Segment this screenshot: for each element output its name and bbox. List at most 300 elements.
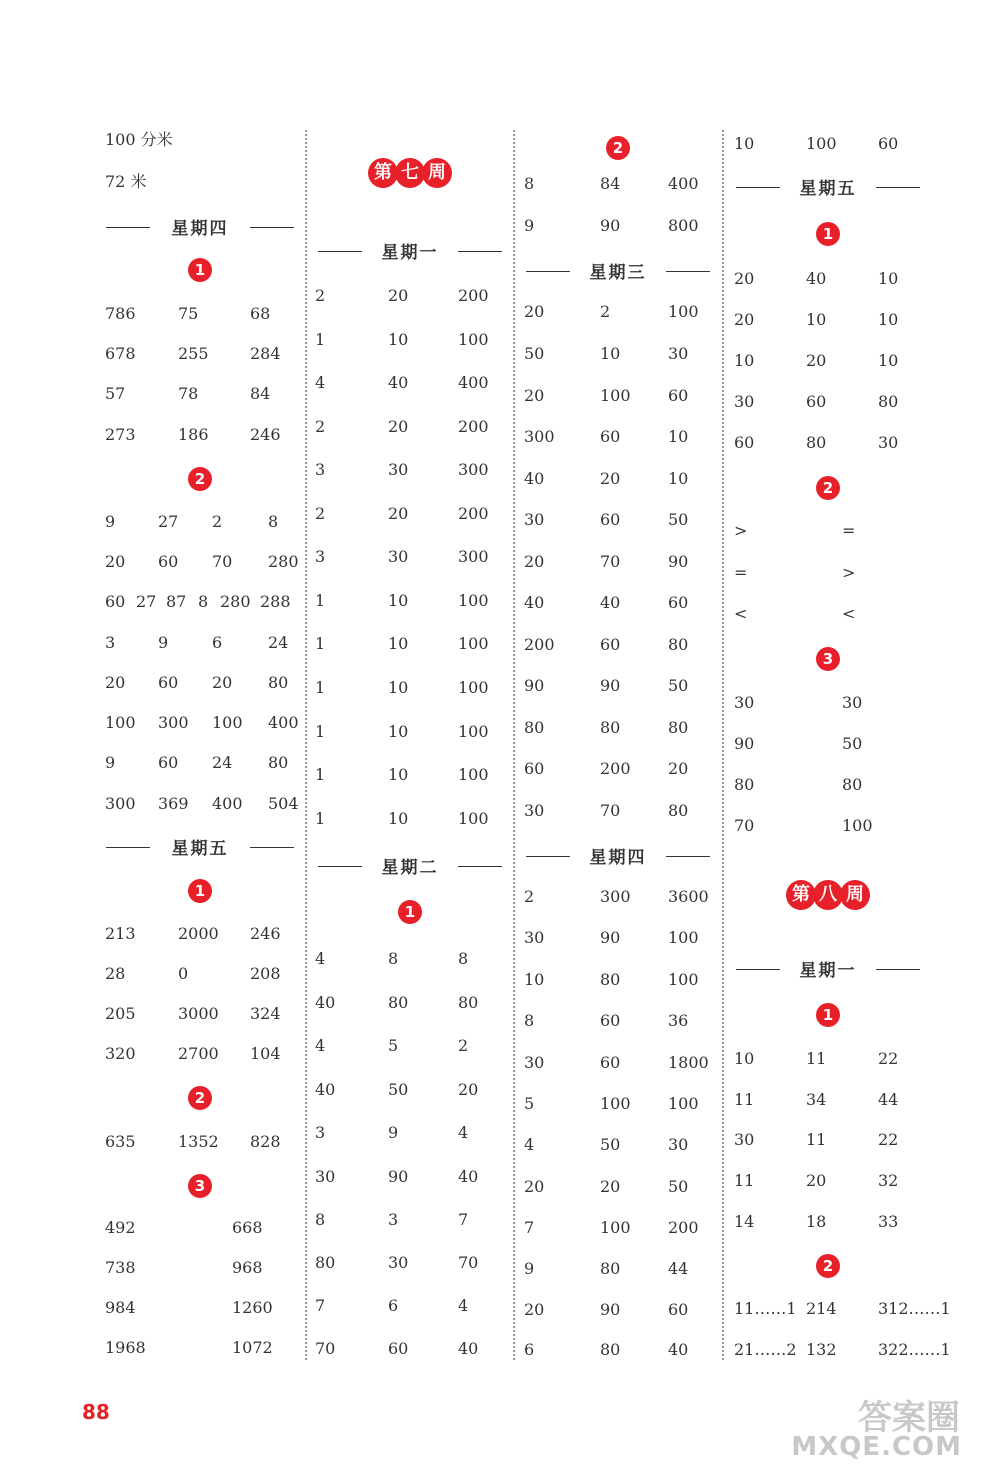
answer-value: 6 bbox=[212, 633, 223, 652]
answer-value: 60 bbox=[734, 433, 755, 452]
answer-value: 8 bbox=[198, 592, 209, 611]
week-title-char: 周 bbox=[840, 880, 870, 910]
answer-row bbox=[730, 773, 926, 797]
answer-row bbox=[520, 1216, 716, 1240]
answer-value: 10 bbox=[878, 269, 899, 288]
answer-value: 40 bbox=[458, 1339, 479, 1358]
answer-value: 70 bbox=[315, 1339, 336, 1358]
answer-value: 2 bbox=[524, 887, 535, 906]
answer-value: 70 bbox=[600, 801, 621, 820]
answer-row bbox=[730, 1297, 951, 1321]
answer-row bbox=[100, 1002, 300, 1026]
answer-value: 8 bbox=[458, 949, 469, 968]
answer-value: 21……2 bbox=[734, 1340, 797, 1359]
answer-value: 90 bbox=[600, 1300, 621, 1319]
week-title-char: 第 bbox=[368, 158, 398, 188]
answer-value: 324 bbox=[250, 1004, 281, 1023]
answer-row bbox=[730, 132, 926, 156]
answer-value: 9 bbox=[105, 512, 116, 531]
answer-row bbox=[312, 1165, 508, 1189]
answer-row bbox=[312, 763, 508, 787]
answer-row bbox=[520, 674, 716, 698]
answer-value: 28 bbox=[105, 964, 126, 983]
week-title-char: 七 bbox=[395, 158, 425, 188]
answer-value: 968 bbox=[232, 1258, 263, 1277]
answer-row bbox=[520, 214, 716, 238]
answer-value: 60 bbox=[158, 753, 179, 772]
answer-value: 100 bbox=[458, 591, 489, 610]
answer-row bbox=[100, 631, 300, 655]
answer-value: 80 bbox=[458, 993, 479, 1012]
answer-value: 10 bbox=[388, 678, 409, 697]
answer-value: 80 bbox=[600, 1259, 621, 1278]
answer-value: 57 bbox=[105, 384, 126, 403]
answer-value: 30 bbox=[734, 392, 755, 411]
answer-row bbox=[520, 757, 716, 781]
answer-value: 80 bbox=[600, 718, 621, 737]
answer-value: 68 bbox=[250, 304, 271, 323]
column-divider bbox=[722, 130, 724, 1360]
answer-row bbox=[100, 342, 300, 366]
answer-value: 11 bbox=[734, 1090, 755, 1109]
answer-value: 132 bbox=[806, 1340, 837, 1359]
answer-row bbox=[730, 519, 926, 543]
answer-value: 7 bbox=[524, 1218, 535, 1237]
week-title-char: 第 bbox=[786, 880, 816, 910]
answer-value: 8 bbox=[524, 1011, 535, 1030]
exercise-number-badge: 3 bbox=[816, 647, 840, 671]
answer-value: 30 bbox=[388, 1253, 409, 1272]
answer-value: 10 bbox=[524, 970, 545, 989]
answer-value: 9 bbox=[158, 633, 169, 652]
answer-value: 60 bbox=[388, 1339, 409, 1358]
answer-row bbox=[100, 302, 300, 326]
answer-value: 84 bbox=[250, 384, 271, 403]
answer-value: 200 bbox=[668, 1218, 699, 1237]
answer-value: 30 bbox=[668, 344, 689, 363]
answer-value: 80 bbox=[668, 718, 689, 737]
answer-value: 208 bbox=[250, 964, 281, 983]
answer-value: 80 bbox=[600, 970, 621, 989]
answer-value: 1260 bbox=[232, 1298, 273, 1317]
day-heading: 星期一 bbox=[312, 238, 508, 264]
answer-value: 205 bbox=[105, 1004, 136, 1023]
answer-value: 27 bbox=[158, 512, 179, 531]
exercise-number-badge: 2 bbox=[188, 467, 212, 491]
answer-row bbox=[100, 1296, 300, 1320]
answer-value: 20 bbox=[600, 1177, 621, 1196]
answer-value: 1800 bbox=[668, 1053, 709, 1072]
answer-value: 200 bbox=[458, 504, 489, 523]
answer-value: 8 bbox=[524, 174, 535, 193]
answer-value: 20 bbox=[524, 1300, 545, 1319]
answer-value: 312……1 bbox=[878, 1299, 951, 1318]
answer-row bbox=[312, 947, 508, 971]
exercise-number-badge: 1 bbox=[816, 1003, 840, 1027]
answer-row bbox=[520, 300, 716, 324]
answer-value: 8 bbox=[315, 1210, 326, 1229]
answer-row bbox=[520, 716, 716, 740]
week-title-badge bbox=[368, 158, 449, 188]
answer-value: 24 bbox=[212, 753, 233, 772]
answer-value: 100 bbox=[668, 302, 699, 321]
answer-row bbox=[100, 1336, 300, 1360]
answer-value: 20 bbox=[388, 417, 409, 436]
answer-value: 10 bbox=[388, 330, 409, 349]
answer-value: 1 bbox=[315, 591, 326, 610]
answer-value: 668 bbox=[232, 1218, 263, 1237]
page-number: 88 bbox=[82, 1400, 110, 1424]
answer-row bbox=[100, 711, 300, 735]
answer-value: 300 bbox=[458, 460, 489, 479]
answer-value: 369 bbox=[158, 794, 189, 813]
answer-row bbox=[312, 328, 508, 352]
answer-value: 786 bbox=[105, 304, 136, 323]
answer-value: 7 bbox=[458, 1210, 469, 1229]
answer-value: 40 bbox=[600, 593, 621, 612]
answer-value: 11 bbox=[734, 1171, 755, 1190]
answer-row bbox=[520, 591, 716, 615]
answer-value: 4 bbox=[315, 1036, 326, 1055]
answer-value: 5 bbox=[524, 1094, 535, 1113]
answer-row bbox=[100, 962, 300, 986]
answer-row bbox=[100, 382, 300, 406]
answer-value: 72 米 bbox=[105, 172, 147, 191]
answer-value: 44 bbox=[878, 1090, 899, 1109]
answer-row bbox=[730, 561, 926, 585]
answer-value: 213 bbox=[105, 924, 136, 943]
answer-value: 50 bbox=[388, 1080, 409, 1099]
answer-value: 100 bbox=[806, 134, 837, 153]
answer-value: 2 bbox=[315, 417, 326, 436]
day-heading: 星期五 bbox=[730, 174, 926, 200]
answer-row bbox=[312, 676, 508, 700]
answer-value: 10 bbox=[388, 722, 409, 741]
answer-row bbox=[520, 1092, 716, 1116]
answer-row bbox=[520, 926, 716, 950]
answer-row bbox=[520, 1175, 716, 1199]
answer-row bbox=[520, 968, 716, 992]
answer-value: 11……1 bbox=[734, 1299, 797, 1318]
answer-value: 80 bbox=[806, 433, 827, 452]
answer-value: 9 bbox=[388, 1123, 399, 1142]
answer-value: 14 bbox=[734, 1212, 755, 1231]
answer-value: 40 bbox=[806, 269, 827, 288]
answer-value: 246 bbox=[250, 924, 281, 943]
answer-value: 100 bbox=[458, 722, 489, 741]
answer-value: 40 bbox=[524, 593, 545, 612]
answer-value: 60 bbox=[668, 1300, 689, 1319]
answer-value: 90 bbox=[600, 216, 621, 235]
answer-row bbox=[100, 1042, 300, 1066]
answer-row bbox=[100, 1216, 300, 1240]
answer-row bbox=[520, 885, 716, 909]
answer-value: 100 分米 bbox=[105, 130, 173, 149]
answer-value: 20 bbox=[105, 673, 126, 692]
answer-value: 4 bbox=[524, 1135, 535, 1154]
answer-row bbox=[100, 510, 300, 534]
answer-value: 3000 bbox=[178, 1004, 219, 1023]
answer-value: 400 bbox=[668, 174, 699, 193]
exercise-number-badge: 2 bbox=[816, 476, 840, 500]
answer-value: 3 bbox=[388, 1210, 399, 1229]
answer-value: 10 bbox=[878, 310, 899, 329]
answer-value: < bbox=[734, 604, 748, 623]
answer-value: 60 bbox=[158, 552, 179, 571]
answer-row bbox=[312, 1208, 508, 1232]
answer-row bbox=[520, 1009, 716, 1033]
answer-value: 70 bbox=[600, 552, 621, 571]
answer-value: 678 bbox=[105, 344, 136, 363]
answer-row bbox=[312, 284, 508, 308]
answer-value: 1968 bbox=[105, 1338, 146, 1357]
answer-value: 214 bbox=[806, 1299, 837, 1318]
column-divider bbox=[305, 130, 307, 1360]
answer-value: 9 bbox=[105, 753, 116, 772]
answer-row bbox=[312, 991, 508, 1015]
answer-value: 10 bbox=[668, 427, 689, 446]
answer-value: 30 bbox=[734, 1130, 755, 1149]
answer-row bbox=[730, 732, 926, 756]
answer-value: 60 bbox=[600, 1011, 621, 1030]
answer-value: 20 bbox=[806, 1171, 827, 1190]
answer-value: 400 bbox=[212, 794, 243, 813]
watermark-logo: 答案圈 bbox=[858, 1398, 960, 1438]
answer-value: 27 bbox=[136, 592, 157, 611]
answer-value: > bbox=[842, 563, 856, 582]
answer-row bbox=[730, 814, 926, 838]
answer-value: 800 bbox=[668, 216, 699, 235]
answer-value: 273 bbox=[105, 425, 136, 444]
answer-value: 30 bbox=[388, 547, 409, 566]
answer-row bbox=[730, 691, 926, 715]
answer-row bbox=[312, 1078, 508, 1102]
answer-value: 20 bbox=[105, 552, 126, 571]
answer-value: 60 bbox=[600, 427, 621, 446]
answer-value: 2 bbox=[458, 1036, 469, 1055]
answer-value: 30 bbox=[524, 801, 545, 820]
answer-value: 828 bbox=[250, 1132, 281, 1151]
exercise-number-badge: 2 bbox=[816, 1254, 840, 1278]
answer-value: 8 bbox=[388, 949, 399, 968]
answer-value: 30 bbox=[315, 1167, 336, 1186]
answer-value: 300 bbox=[458, 547, 489, 566]
answer-value: 70 bbox=[734, 816, 755, 835]
answer-value: 18 bbox=[806, 1212, 827, 1231]
answer-value: 32 bbox=[878, 1171, 899, 1190]
answer-row bbox=[312, 720, 508, 744]
answer-value: 288 bbox=[260, 592, 291, 611]
answer-value: 80 bbox=[268, 673, 289, 692]
answer-value: 10 bbox=[878, 351, 899, 370]
answer-row bbox=[730, 308, 926, 332]
week-title-char: 八 bbox=[813, 880, 843, 910]
answer-row bbox=[520, 633, 716, 657]
answer-value: 80 bbox=[668, 635, 689, 654]
answer-row bbox=[520, 425, 716, 449]
answer-row bbox=[100, 922, 300, 946]
answer-value: 80 bbox=[600, 1340, 621, 1359]
answer-value: 400 bbox=[268, 713, 299, 732]
answer-value: 60 bbox=[158, 673, 179, 692]
answer-value: 6 bbox=[388, 1296, 399, 1315]
answer-value: 3600 bbox=[668, 887, 709, 906]
day-heading: 星期四 bbox=[100, 214, 300, 240]
answer-value: 3 bbox=[315, 1123, 326, 1142]
answer-value: 80 bbox=[668, 801, 689, 820]
answer-row bbox=[730, 267, 926, 291]
answer-value: 10 bbox=[600, 344, 621, 363]
answer-row bbox=[100, 1130, 300, 1154]
answer-value: 738 bbox=[105, 1258, 136, 1277]
answer-value: 200 bbox=[600, 759, 631, 778]
answer-value: 90 bbox=[668, 552, 689, 571]
exercise-number-badge: 2 bbox=[606, 136, 630, 160]
answer-value: 20 bbox=[212, 673, 233, 692]
answer-row bbox=[520, 1298, 716, 1322]
answer-value: 246 bbox=[250, 425, 281, 444]
answer-value: 60 bbox=[806, 392, 827, 411]
answer-value: 1 bbox=[315, 722, 326, 741]
answer-value: 60 bbox=[600, 510, 621, 529]
answer-row bbox=[520, 172, 716, 196]
answer-row bbox=[520, 467, 716, 491]
answer-value: 2 bbox=[315, 504, 326, 523]
answer-value: 100 bbox=[105, 713, 136, 732]
answer-value: 30 bbox=[388, 460, 409, 479]
answer-value: 7 bbox=[315, 1296, 326, 1315]
exercise-number-badge: 1 bbox=[816, 222, 840, 246]
answer-value: 255 bbox=[178, 344, 209, 363]
answer-row bbox=[520, 1338, 716, 1362]
answer-value: 50 bbox=[668, 676, 689, 695]
answer-value: 20 bbox=[524, 302, 545, 321]
answer-value: 2 bbox=[212, 512, 223, 531]
answer-value: 30 bbox=[524, 1053, 545, 1072]
answer-value: 1 bbox=[315, 330, 326, 349]
answer-value: 20 bbox=[524, 1177, 545, 1196]
answer-value: < bbox=[842, 604, 856, 623]
answer-value: 3 bbox=[315, 547, 326, 566]
answer-value: 40 bbox=[315, 1080, 336, 1099]
answer-value: 40 bbox=[315, 993, 336, 1012]
answer-value: 280 bbox=[268, 552, 299, 571]
answer-value: 30 bbox=[878, 433, 899, 452]
answer-value: 100 bbox=[458, 809, 489, 828]
answer-value: 2700 bbox=[178, 1044, 219, 1063]
answer-value: 80 bbox=[524, 718, 545, 737]
answer-value: 10 bbox=[388, 591, 409, 610]
answer-row bbox=[520, 1257, 716, 1281]
answer-row bbox=[312, 589, 508, 613]
answer-value: 1352 bbox=[178, 1132, 219, 1151]
day-heading: 星期五 bbox=[100, 834, 300, 860]
answer-value: 280 bbox=[220, 592, 251, 611]
answer-value: 1 bbox=[315, 634, 326, 653]
exercise-number-badge: 1 bbox=[398, 900, 422, 924]
answer-value: 100 bbox=[668, 928, 699, 947]
exercise-number-badge: 3 bbox=[188, 1174, 212, 1198]
answer-value: 2 bbox=[600, 302, 611, 321]
answer-text bbox=[100, 128, 300, 152]
answer-value: 492 bbox=[105, 1218, 136, 1237]
answer-value: 10 bbox=[734, 351, 755, 370]
answer-value: 20 bbox=[524, 552, 545, 571]
answer-value: 100 bbox=[458, 634, 489, 653]
answer-value: 104 bbox=[250, 1044, 281, 1063]
answer-row bbox=[100, 423, 300, 447]
answer-row bbox=[520, 550, 716, 574]
answer-row bbox=[730, 1088, 926, 1112]
answer-row bbox=[312, 1121, 508, 1145]
answer-row bbox=[312, 807, 508, 831]
answer-value: 78 bbox=[178, 384, 199, 403]
week-title-badge bbox=[786, 880, 867, 910]
answer-value: 6 bbox=[524, 1340, 535, 1359]
answer-value: 1072 bbox=[232, 1338, 273, 1357]
answer-value: 1 bbox=[315, 765, 326, 784]
answer-value: 20 bbox=[734, 269, 755, 288]
exercise-number-badge: 1 bbox=[188, 879, 212, 903]
answer-row bbox=[730, 390, 926, 414]
answer-value: 4 bbox=[315, 949, 326, 968]
answer-value: 20 bbox=[524, 386, 545, 405]
answer-value: 50 bbox=[668, 1177, 689, 1196]
answer-row bbox=[312, 371, 508, 395]
answer-value: 284 bbox=[250, 344, 281, 363]
answer-value: 22 bbox=[878, 1049, 899, 1068]
answer-value: 984 bbox=[105, 1298, 136, 1317]
answer-row bbox=[520, 508, 716, 532]
answer-value: 3 bbox=[105, 633, 116, 652]
answer-row bbox=[730, 1047, 926, 1071]
answer-value: 10 bbox=[388, 765, 409, 784]
answer-value: 1 bbox=[315, 809, 326, 828]
answer-value: 30 bbox=[842, 693, 863, 712]
answer-row bbox=[312, 1337, 508, 1361]
answer-value: 2000 bbox=[178, 924, 219, 943]
answer-row bbox=[520, 1051, 716, 1075]
answer-value: 30 bbox=[524, 928, 545, 947]
answer-value: 200 bbox=[524, 635, 555, 654]
answer-value: 10 bbox=[734, 134, 755, 153]
answer-value: 50 bbox=[668, 510, 689, 529]
answer-row bbox=[100, 792, 300, 816]
answer-value: 320 bbox=[105, 1044, 136, 1063]
answer-value: 10 bbox=[668, 469, 689, 488]
week-title-char: 周 bbox=[422, 158, 452, 188]
answer-value: 8 bbox=[268, 512, 279, 531]
answer-value: 1 bbox=[315, 678, 326, 697]
answer-value: 5 bbox=[388, 1036, 399, 1055]
answer-row bbox=[312, 632, 508, 656]
answer-value: 30 bbox=[668, 1135, 689, 1154]
answer-value: 100 bbox=[600, 386, 631, 405]
answer-value: 24 bbox=[268, 633, 289, 652]
answer-value: 60 bbox=[600, 635, 621, 654]
answer-value: 504 bbox=[268, 794, 299, 813]
answer-row bbox=[100, 550, 300, 574]
answer-value: 40 bbox=[388, 373, 409, 392]
answer-value: 87 bbox=[166, 592, 187, 611]
answer-row bbox=[100, 590, 300, 614]
answer-value: 40 bbox=[524, 469, 545, 488]
answer-value: 4 bbox=[458, 1296, 469, 1315]
answer-value: 33 bbox=[878, 1212, 899, 1231]
answer-value: 4 bbox=[458, 1123, 469, 1142]
watermark-url: MXQE.COM bbox=[791, 1432, 962, 1462]
answer-row bbox=[312, 415, 508, 439]
